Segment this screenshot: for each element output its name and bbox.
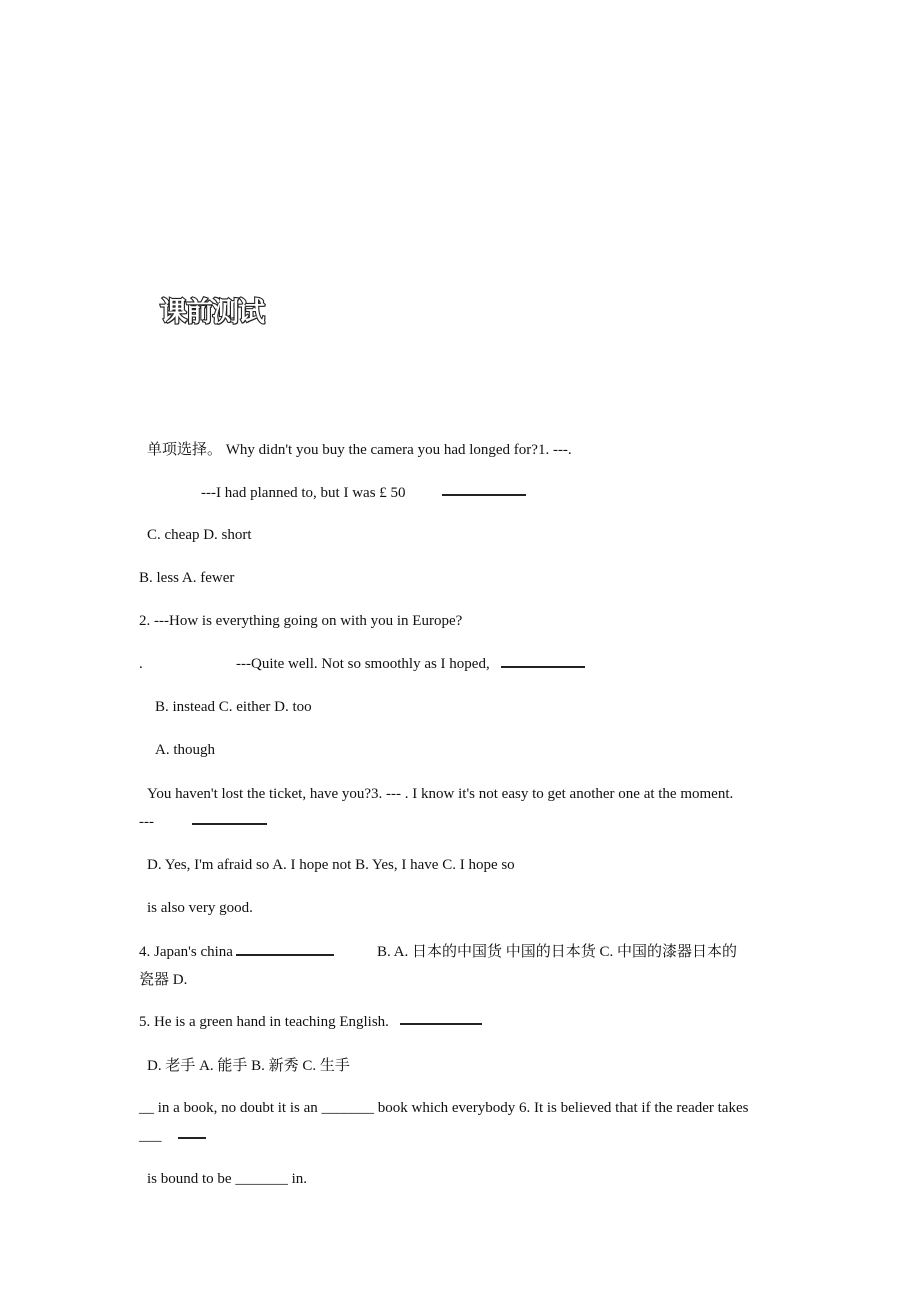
question-6-underscores: ___ bbox=[139, 1128, 162, 1144]
question-5-options: D. 老手 A. 能手 B. 新秀 C. 生手 bbox=[147, 1058, 350, 1074]
question-4-line-2: 瓷器 D. bbox=[139, 972, 188, 988]
question-6-line-1: __ in a book, no doubt it is an _______ book which everybody 6. It is believed that if the reader takes bbox=[139, 1100, 749, 1116]
question-3-continuation: is also very good. bbox=[147, 900, 253, 916]
section-heading: 课前测试 bbox=[160, 297, 264, 328]
question-2-options-bcd: B. instead C. either D. too bbox=[155, 699, 312, 715]
question-2-dot: . bbox=[139, 656, 143, 672]
question-6-line-2: is bound to be _______ in. bbox=[147, 1171, 307, 1187]
question-2-line-1: 2. ---How is everything going on with you in Europe? bbox=[139, 613, 463, 629]
question-4-line-1: 4. Japan's china bbox=[139, 944, 233, 960]
question-1-options-ab: B. less A. fewer bbox=[139, 570, 235, 586]
question-2-option-a: A. though bbox=[155, 742, 215, 758]
question-3-options: D. Yes, I'm afraid so A. I hope not B. Yes, I have C. I hope so bbox=[147, 857, 515, 873]
question-3-line-1: You haven't lost the ticket, have you?3. --- . I know it's not easy to get another one at the moment. bbox=[147, 786, 734, 802]
answer-blank-1 bbox=[442, 494, 526, 496]
question-4-options: B. A. 日本的中国货 中国的日本货 C. 中国的漆器日本的 bbox=[377, 944, 738, 960]
question-1-options-cd: C. cheap D. short bbox=[147, 527, 252, 543]
answer-blank-6 bbox=[178, 1137, 206, 1139]
question-1-line-2: ---I had planned to, but I was £ 50 bbox=[201, 485, 406, 501]
answer-blank-5 bbox=[400, 1023, 482, 1025]
answer-blank-2 bbox=[501, 666, 585, 668]
question-1-line-1: 单项选择。 Why didn't you buy the camera you had longed for?1. ---. bbox=[147, 442, 572, 458]
answer-blank-4 bbox=[236, 954, 334, 956]
answer-blank-3 bbox=[192, 823, 267, 825]
question-2-line-2: ---Quite well. Not so smoothly as I hoped, bbox=[236, 656, 490, 672]
question-5-line-1: 5. He is a green hand in teaching English. bbox=[139, 1014, 389, 1030]
question-3-dashes: --- bbox=[139, 814, 154, 830]
